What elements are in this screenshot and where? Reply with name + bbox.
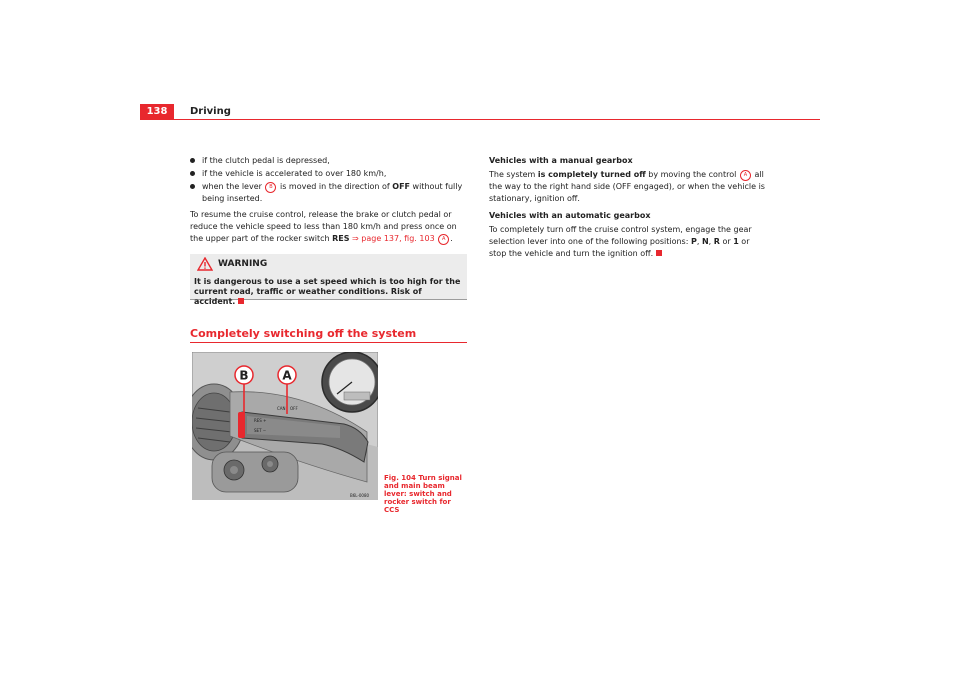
- gear-n: N: [701, 237, 709, 246]
- control-badge-b: B: [265, 182, 276, 193]
- text: all the way to the right hand side (OFF engaged), or when the vehicle is stationary, ignition off.: [489, 170, 765, 203]
- text: is moved in the direction of: [277, 182, 393, 191]
- gear-1: 1: [733, 237, 739, 246]
- header-rule: [140, 119, 820, 120]
- right-column: [489, 155, 769, 260]
- lever-label-set: SET −: [254, 428, 267, 433]
- callout-label-a: A: [282, 368, 292, 383]
- warning-title: WARNING: [218, 259, 268, 269]
- bullet-item: if the vehicle is accelerated to over 180 km/h,: [190, 168, 470, 180]
- manual-gearbox-paragraph: [489, 169, 769, 205]
- text: It is dangerous to use a set speed which is too high for the current road, traffic or weather conditions. Risk of accident.: [194, 277, 461, 306]
- control-badge-a: A: [438, 234, 449, 245]
- bullet-item: if the clutch pedal is depressed,: [190, 155, 470, 167]
- callout-label-b: B: [239, 368, 249, 383]
- section-rule: [190, 342, 467, 343]
- text: To completely turn off the cruise control system, engage the gear selection lever into one of the following positions:: [489, 225, 752, 246]
- text: ,: [708, 237, 714, 246]
- automatic-gearbox-paragraph: [489, 224, 769, 260]
- warning-box: [190, 254, 467, 306]
- control-badge-a: A: [740, 170, 751, 181]
- gear-p: P: [690, 237, 697, 246]
- lever-label-can: CAN: [277, 406, 286, 411]
- text: without fully being inserted.: [202, 182, 463, 203]
- bold-term: RES: [332, 234, 350, 243]
- text: ,: [696, 237, 702, 246]
- figure-illustration: [192, 352, 378, 500]
- lever-label-res: RES +: [254, 418, 267, 423]
- text: by moving the control: [645, 170, 739, 179]
- resume-paragraph: [190, 209, 470, 245]
- bullet-item: [190, 181, 470, 205]
- text: or: [719, 237, 734, 246]
- page-reference-link[interactable]: ⇒ page 137, fig. 103: [349, 234, 438, 243]
- end-mark-icon: [656, 250, 662, 256]
- manual-gearbox-heading: Vehicles with a manual gearbox: [489, 156, 633, 165]
- automatic-gearbox-heading: Vehicles with an automatic gearbox: [489, 211, 651, 220]
- left-column: [190, 155, 470, 245]
- figure-caption: Fig. 104 Turn signal and main beam lever: switch and rocker switch for CCS: [384, 474, 462, 514]
- text: To resume the cruise control, release the brake or clutch pedal or reduce the vehicle speed to less than 180 km/h and press once on the upper part of the rocker switch: [190, 210, 457, 243]
- text: The system: [489, 170, 538, 179]
- figure-code: B6L-0080: [350, 493, 370, 498]
- warning-body: [194, 277, 464, 307]
- section-title: Completely switching off the system: [190, 327, 417, 340]
- text: .: [450, 234, 453, 243]
- text: or stop the vehicle and turn the ignition off.: [489, 237, 750, 258]
- warning-triangle-icon: [197, 257, 213, 271]
- text: when the lever: [202, 182, 265, 191]
- page-title: Driving: [190, 106, 231, 117]
- lever-label-off: OFF: [290, 406, 298, 411]
- end-mark-icon: [238, 298, 244, 304]
- page-number: 138: [140, 104, 174, 120]
- rocker-switch-highlight: [238, 412, 245, 438]
- bold-term: is completely turned off: [537, 170, 646, 179]
- gear-r: R: [713, 237, 720, 246]
- bold-term: OFF: [392, 182, 410, 191]
